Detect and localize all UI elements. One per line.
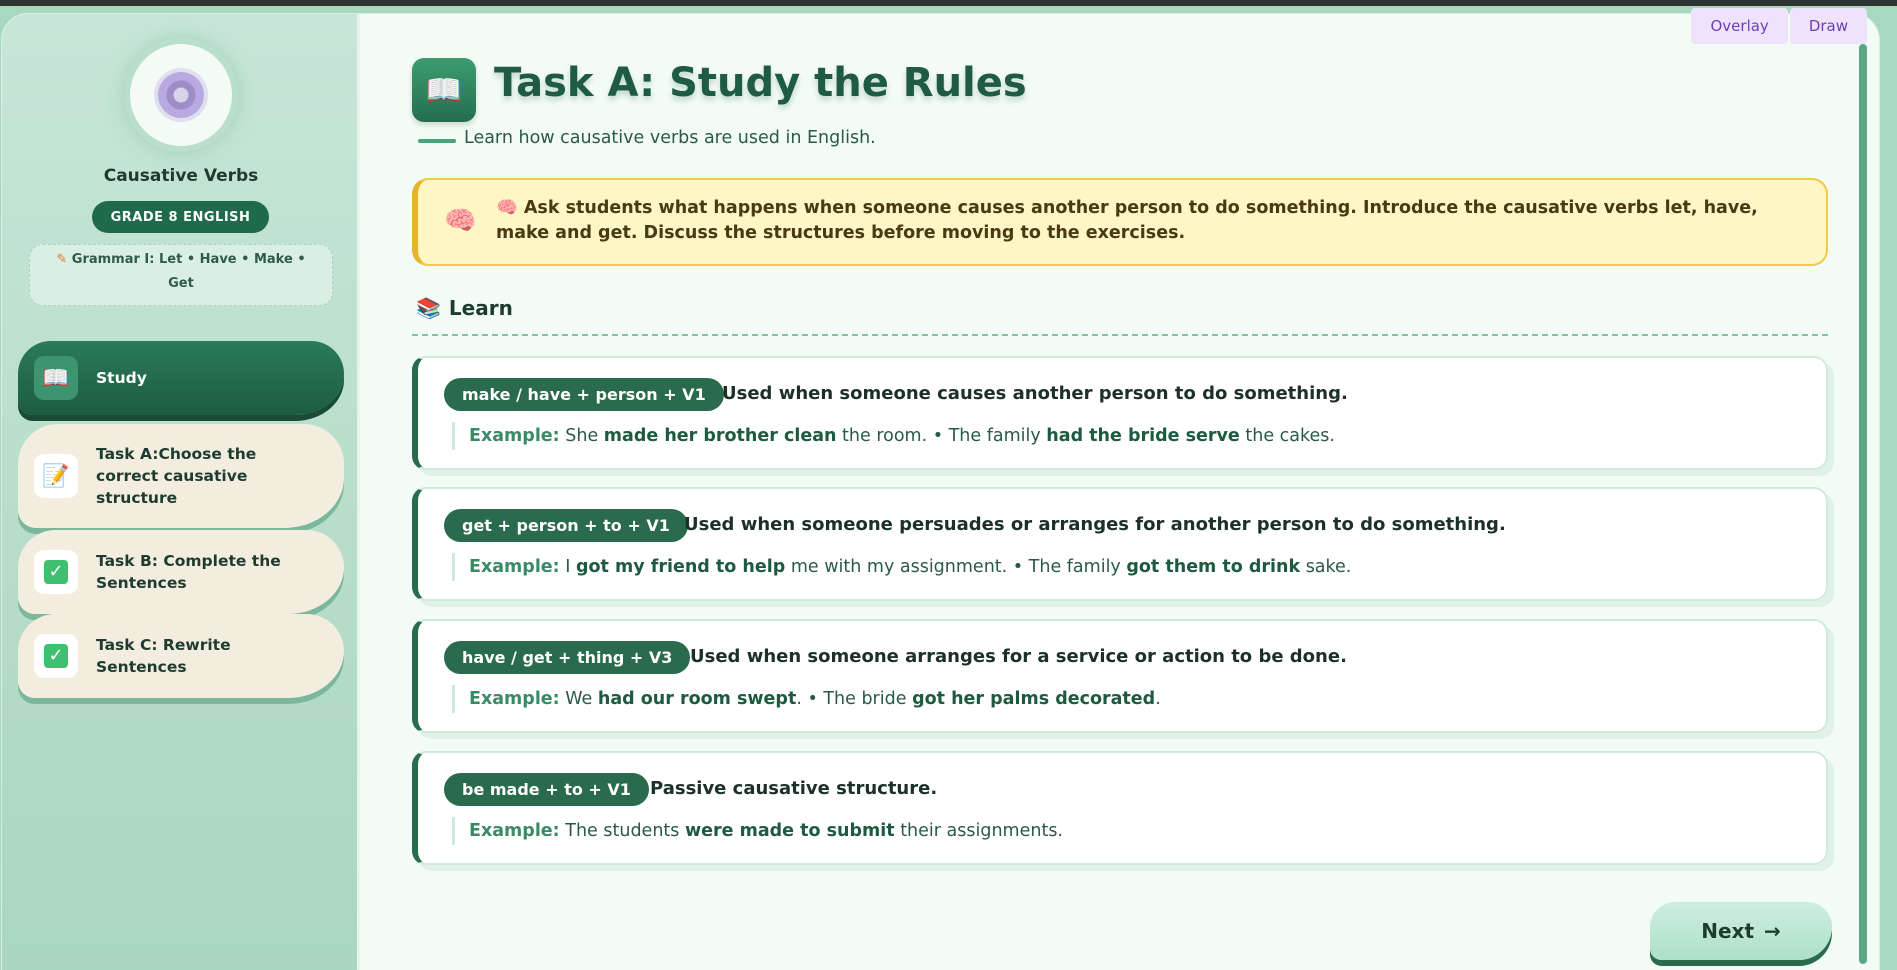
sidebar-item-label: Study [96, 369, 147, 387]
sidebar-item-task-b[interactable] [18, 530, 344, 614]
grade-badge: GRADE 8 ENGLISH [92, 201, 269, 233]
example-text: the room. • The family [836, 426, 1047, 446]
example-text: . [1155, 689, 1161, 709]
example-label: Example: [469, 689, 560, 709]
example-text: sake. [1300, 557, 1352, 577]
grammar-topic-text: Grammar I: Let • Have • Make • Get [71, 252, 306, 291]
example-text: their assignments. [894, 821, 1063, 841]
lesson-app [2, 14, 1879, 970]
sidebar-item-label: Task B: Complete the Sentences [96, 552, 281, 592]
rule-example [452, 685, 1161, 713]
example-highlight: made her brother clean [603, 426, 837, 446]
example-text: She [565, 426, 604, 446]
example-label: Example: [469, 426, 560, 446]
rule-example [452, 817, 1063, 845]
sidebar [2, 14, 360, 970]
books-icon: 📚 [416, 296, 441, 320]
grammar-topic [29, 244, 333, 306]
formula-pill: get + person + to + V1 [444, 509, 688, 542]
rule-card [412, 751, 1828, 865]
example-text: We [565, 689, 598, 709]
page-subtitle: Learn how causative verbs are used in English. [464, 128, 876, 148]
sidebar-item-study[interactable] [18, 341, 344, 415]
logo [130, 44, 232, 146]
book-icon: 📖 [412, 58, 476, 122]
page-title: Task A: Study the Rules [494, 60, 1027, 106]
rule-card [412, 487, 1828, 601]
learn-heading [416, 296, 513, 320]
formula-pill: be made + to + V1 [444, 773, 649, 806]
sidebar-item-task-a[interactable] [18, 424, 344, 528]
rule-description: Used when someone causes another person to do something. [722, 383, 1348, 404]
main-content [360, 14, 1860, 970]
memo-icon: 📝 [34, 454, 78, 498]
example-text: The students [565, 821, 685, 841]
rule-card [412, 356, 1828, 470]
example-text: the cakes. [1239, 426, 1335, 446]
rule-example [452, 422, 1335, 450]
example-highlight: were made to submit [684, 821, 895, 841]
example-highlight: had the bride serve [1046, 426, 1240, 446]
overlay-button[interactable]: Overlay [1691, 8, 1787, 44]
next-button[interactable] [1650, 902, 1832, 960]
divider [412, 334, 1828, 336]
subtitle-accent [418, 139, 456, 143]
learn-heading-text: Learn [448, 296, 513, 320]
annotation-tools [1691, 8, 1867, 44]
example-text: I [565, 557, 576, 577]
teacher-note [412, 178, 1828, 266]
draw-button[interactable]: Draw [1790, 8, 1867, 44]
sidebar-item-task-c[interactable] [18, 614, 344, 698]
example-text: . • The bride [796, 689, 913, 709]
scrollbar[interactable] [1859, 44, 1867, 964]
gear-icon [158, 72, 204, 118]
example-highlight: got them to drink [1126, 557, 1301, 577]
rule-description: Used when someone arranges for a service or action to be done. [690, 646, 1347, 667]
sidebar-item-label: Task A:Choose the correct causative structure [96, 445, 257, 507]
brain-icon: 🧠 [444, 206, 477, 236]
pencil-icon: ✎ [56, 252, 68, 267]
arrow-right-icon: → [1764, 919, 1781, 943]
next-button-label: Next [1701, 919, 1754, 943]
formula-pill: have / get + thing + V3 [444, 641, 690, 674]
example-highlight: got my friend to help [576, 557, 786, 577]
book-icon: 📖 [34, 356, 78, 400]
rule-description: Used when someone persuades or arranges for another person to do something. [684, 514, 1506, 535]
formula-pill: make / have + person + V1 [444, 378, 724, 411]
lesson-title: Causative Verbs [103, 166, 259, 186]
rule-card [412, 619, 1828, 733]
example-label: Example: [469, 821, 560, 841]
rule-example [452, 553, 1351, 581]
rule-description: Passive causative structure. [650, 778, 938, 799]
checkbox-icon: ✓ [34, 634, 78, 678]
example-highlight: had our room swept [597, 689, 797, 709]
teacher-note-text: 🧠 Ask students what happens when someone causes another person to do something. Introduce the causative verbs let, have, make and get. Discuss the structures before moving to the exercises. [496, 198, 1758, 243]
sidebar-item-label: Task C: Rewrite Sentences [96, 636, 231, 676]
example-text: me with my assignment. • The family [785, 557, 1127, 577]
checkbox-icon: ✓ [34, 550, 78, 594]
example-highlight: got her palms decorated [912, 689, 1156, 709]
example-label: Example: [469, 557, 560, 577]
